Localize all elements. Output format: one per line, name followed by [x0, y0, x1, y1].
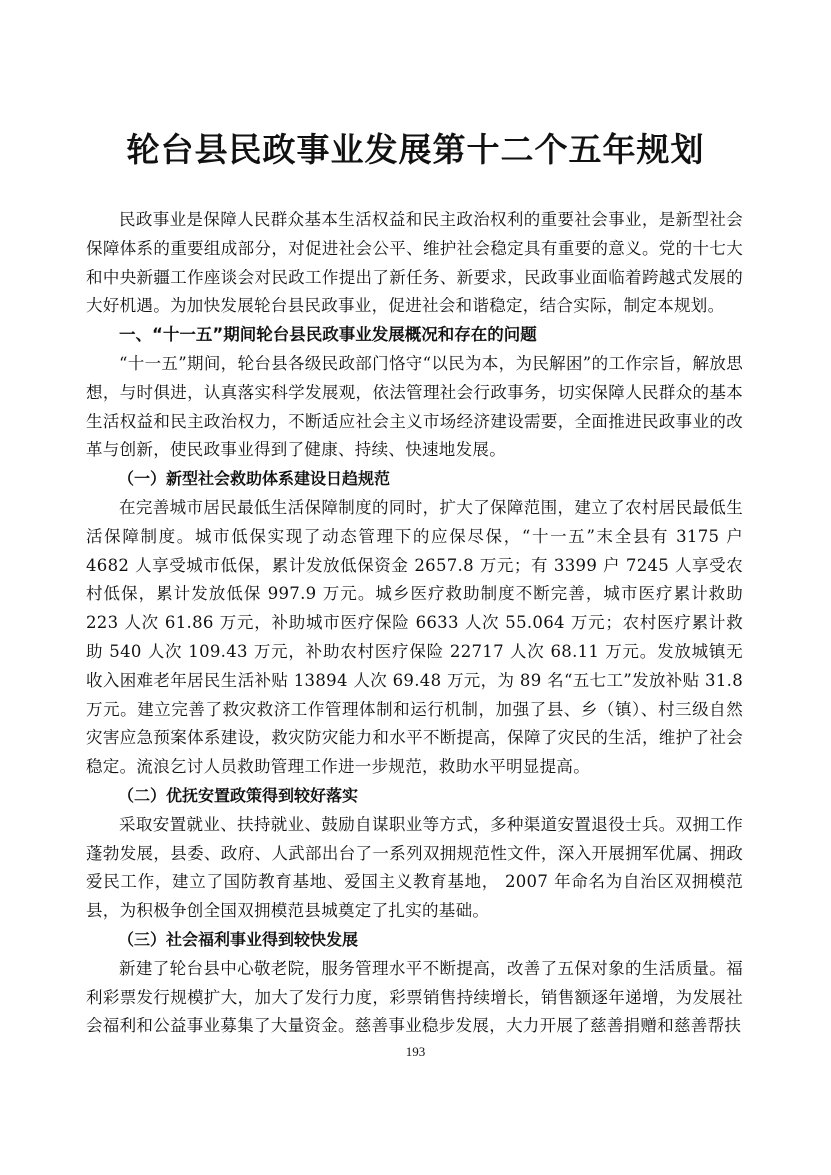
subsection-1-paragraph: 在完善城市居民最低生活保障制度的同时，扩大了保障范围，建立了农村居民最低生活保障制度。城市低保实现了动态管理下的应保尽保，“十一五”末全县有 3175 户 4682 人享受城市低保，累计发放低保资金 2657.8 万元；有 3399 户 7245 人享受农村低保，累计发放低保 997.9 万元。城乡医疗救助制度不断完善，城市医疗累计救助 223 人次 61.86 万元，补助城市医疗保险 6633 人次 55.064 万元；农村医疗累计救助 540 人次 109.43 万元，补助农村医疗保险 22717 人次 68.11 万元。发放城镇无收入困难老年居民生活补贴 13894 人次 69.48 万元，为 89 名“五七工”发放补贴 31.8 万元。建立完善了救灾救济工作管理体制和运行机制，加强了县、乡（镇）、村三级自然灾害应急预案体系建设，救灾防灾能力和水平不断提高，保障了灾民的生活，维护了社会稳定。流浪乞讨人员救助管理工作进一步规范，救助水平明显提高。 [86, 497, 743, 777]
page-number: 193 [405, 1044, 426, 1059]
section-heading-1: 一、“十一五”期间轮台县民政事业发展概况和存在的问题 [119, 325, 537, 345]
page-title: 轮台县民政事业发展第十二个五年规划 [126, 130, 705, 169]
subsection-3-paragraph: 新建了轮台县中心敬老院，服务管理水平不断提高，改善了五保对象的生活质量。福利彩票发行规模扩大，加大了发行力度，彩票销售持续增长，销售额逐年递增，为发展社会福利和公益事业募集了大量资金。慈善事业稳步发展，大力开展了慈善捐赠和慈善帮扶 [86, 958, 743, 1036]
intro-paragraph: 民政事业是保障人民群众基本生活权益和民主政治权利的重要社会事业，是新型社会保障体系的重要组成部分，对促进社会公平、维护社会稳定具有重要的意义。党的十七大和中央新疆工作座谈会对民政工作提出了新任务、新要求，民政事业面临着跨越式发展的大好机遇。为加快发展轮台县民政事业，促进社会和谐稳定，结合实际，制定本规划。 [86, 210, 743, 316]
subsection-heading-1: （一）新型社会救助体系建设日趋规范 [118, 469, 391, 489]
subsection-heading-2: （二）优抚安置政策得到较好落实 [118, 785, 359, 805]
document-body [86, 206, 743, 1041]
section-1-paragraph: “十一五”期间，轮台县各级民政部门恪守“以民为本，为民解困”的工作宗旨，解放思想，与时俱进，认真落实科学发展观，依法管理社会行政事务，切实保障人民群众的基本生活权益和民主政治权力，不断适应社会主义市场经济建设需要，全面推进民政事业的改革与创新，使民政事业得到了健康、持续、快速地发展。 [86, 353, 743, 460]
subsection-2-paragraph: 采取安置就业、扶持就业、鼓励自谋职业等方式，多种渠道安置退役士兵。双拥工作蓬勃发展，县委、政府、人武部出台了一系列双拥规范性文件，深入开展拥军优属、拥政爱民工作，建立了国防教育基地、爱国主义教育基地， 2007 年命名为自治区双拥模范县，为积极争创全国双拥模范县城奠定了扎实的基础。 [86, 814, 743, 921]
subsection-heading-3: （三）社会福利事业得到较快发展 [118, 929, 359, 949]
